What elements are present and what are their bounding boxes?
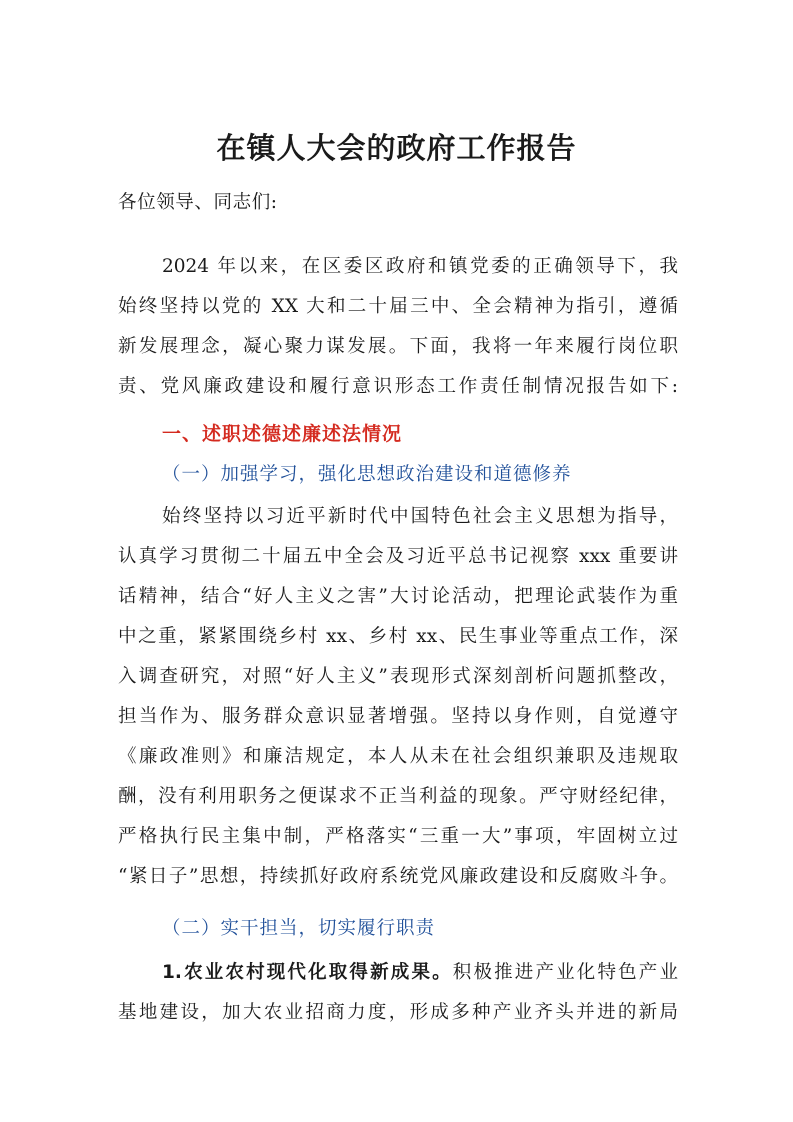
intro-line-2: 始终坚持以党的 XX 大和二十届三中、全会精神为指引，遵循 <box>118 296 678 317</box>
intro-line-4: 责、党风廉政建设和履行意识形态工作责任制情况报告如下: <box>118 376 678 397</box>
sub1-line-8: 酬，没有利用职务之便谋求不正当利益的现象。严守财经纪律， <box>118 786 678 807</box>
sub1-line-4: 中之重，紧紧围绕乡村 xx、乡村 xx、民生事业等重点工作，深 <box>118 626 678 647</box>
item-1-rest: 积极推进产业化特色产业 <box>452 962 678 983</box>
section-1-heading: 一、述职述德述廉述法情况 <box>162 423 403 445</box>
intro-line-1: 2024 年以来，在区委区政府和镇党委的正确领导下，我 <box>162 256 678 277</box>
sub1-line-5: 入调查研究，对照“好人主义”表现形式深刻剖析问题抓整改， <box>118 666 678 687</box>
sub1-line-1: 始终坚持以习近平新时代中国特色社会主义思想为指导， <box>162 506 678 527</box>
document-title: 在镇人大会的政府工作报告 <box>216 131 577 165</box>
subsection-1-heading: （一）加强学习，强化思想政治建设和道德修养 <box>162 464 572 485</box>
subsection-2-heading: （二）实干担当，切实履行职责 <box>162 918 436 939</box>
sub1-line-2: 认真学习贯彻二十届五中全会及习近平总书记视察 xxx 重要讲 <box>118 546 678 567</box>
sub1-line-6: 担当作为、服务群众意识显著增强。坚持以身作则，自觉遵守 <box>118 706 678 727</box>
sub1-line-9: 严格执行民主集中制，严格落实“三重一大”事项，牢固树立过 <box>118 826 678 847</box>
intro-line-3: 新发展理念，凝心聚力谋发展。下面，我将一年来履行岗位职 <box>118 336 678 357</box>
item-1-line-1 <box>162 958 678 984</box>
item-1-lead: 1.农业农村现代化取得新成果。 <box>162 962 453 983</box>
sub1-line-10: “紧日子”思想，持续抓好政府系统党风廉政建设和反腐败斗争。 <box>118 866 678 887</box>
sub1-line-7: 《廉政准则》和廉洁规定，本人从未在社会组织兼职及违规取 <box>118 746 678 767</box>
greeting: 各位领导、同志们: <box>118 192 278 213</box>
item-1-line-2: 基地建设，加大农业招商力度，形成多种产业齐头并进的新局 <box>118 1002 678 1023</box>
sub1-line-3: 话精神，结合“好人主义之害”大讨论活动，把理论武装作为重 <box>118 586 678 607</box>
